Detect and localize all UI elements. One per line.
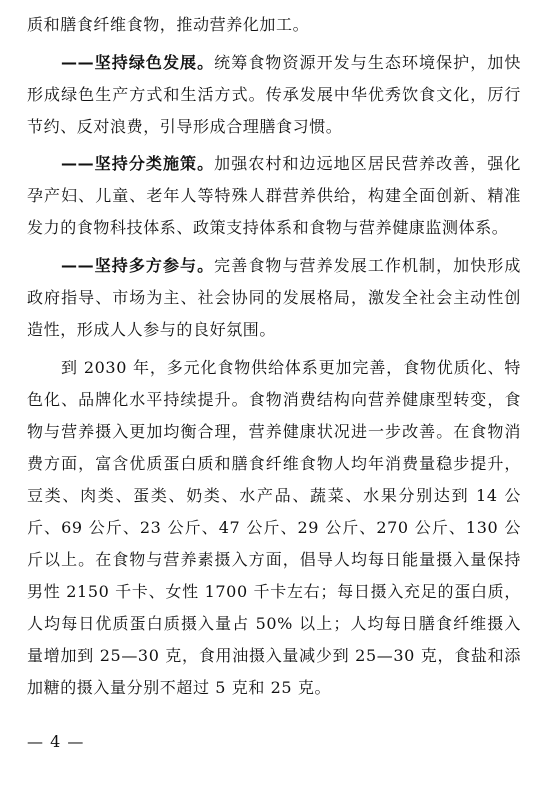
paragraph-heading: ——坚持多方参与。 (61, 256, 215, 275)
paragraph-classified-policy (27, 148, 521, 244)
paragraph-continuation (27, 9, 521, 41)
paragraph-2030-goals (27, 352, 521, 704)
paragraph-text: 加强农村和边远地区居民营养改善，强化孕产妇、儿童、老年人等特殊人群营养供给，构建全面创新、精准发力的食物科技体系、政策支持体系和食物与营养健康监测体系。 (27, 154, 521, 237)
paragraph-text: 质和膳食纤维食物，推动营养化加工。 (27, 15, 310, 34)
paragraph-text: 完善食物与营养发展工作机制，加快形成政府指导、市场为主、社会协同的发展格局，激发全社会主动性创造性，形成人人参与的良好氛围。 (27, 256, 521, 339)
paragraph-heading: ——坚持绿色发展。 (61, 53, 215, 72)
paragraph-heading: ——坚持分类施策。 (61, 154, 215, 173)
paragraph-green-development (27, 47, 521, 143)
paragraph-multi-party (27, 250, 521, 346)
paragraph-text: 统筹食物资源开发与生态环境保护，加快形成绿色生产方式和生活方式。传承发展中华优秀饮食文化，厉行节约、反对浪费，引导形成合理膳食习惯。 (27, 53, 521, 136)
paragraph-text: 到 2030 年，多元化食物供给体系更加完善，食物优质化、特色化、品牌化水平持续提升。食物消费结构向营养健康型转变，食物与营养摄入更加均衡合理，营养健康状况进一步改善。在食物消费方面，富含优质蛋白质和膳食纤维食物人均年消费量稳步提升，豆类、肉类、蛋类、奶类、水产品、蔬菜、水果分别达到 14 公斤、69 公斤、23 公斤、47 公斤、29 公斤、270 公斤、130 公斤以上。在食物与营养素摄入方面，倡导人均每日能量摄入量保持男性 2150 千卡、女性 1700 千卡左右；每日摄入充足的蛋白质，人均每日优质蛋白质摄入量占 50% 以上；人均每日膳食纤维摄入量增加到 25—30 克，食用油摄入量减少到 25—30 克，食盐和添加糖的摄入量分别不超过 5 克和 25 克。 (27, 358, 521, 697)
page-number: — 4 — (27, 732, 85, 751)
